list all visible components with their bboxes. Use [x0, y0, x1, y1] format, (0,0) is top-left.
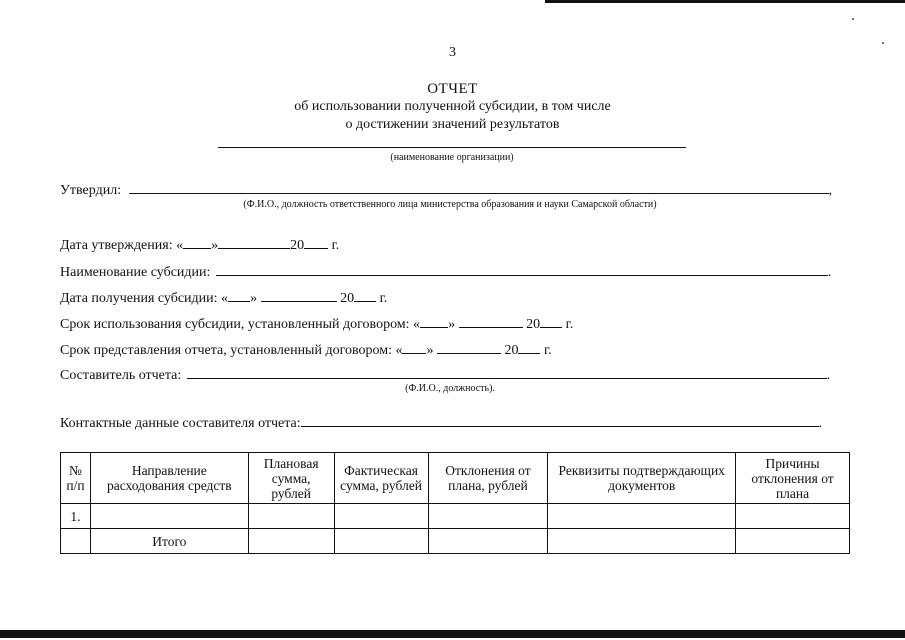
compiler-caption: (Ф.И.О., должность).: [405, 383, 495, 394]
receipt-date-year-suffix: г.: [379, 291, 388, 306]
table-cell[interactable]: [548, 529, 736, 554]
report-term-year-field[interactable]: [518, 341, 540, 354]
table-cell[interactable]: [736, 529, 850, 554]
approval-date-label: Дата утверждения: «: [60, 238, 184, 253]
contacts-field[interactable]: [301, 414, 819, 427]
receipt-date-year-prefix: 20: [340, 291, 355, 306]
table-cell[interactable]: [334, 529, 428, 554]
receipt-date-label: Дата получения субсидии: «: [60, 291, 229, 306]
contacts-row: [60, 414, 822, 432]
scan-bottom-edge: [0, 630, 905, 638]
approved-by-caption: (Ф.И.О., должность ответственного лица министерства образования и науки Самарской области): [243, 199, 657, 210]
page-number: 3: [449, 45, 456, 60]
approved-by-label: Утвердил:: [60, 183, 122, 198]
table-total-row: [61, 529, 850, 554]
usage-term-year-field[interactable]: [540, 315, 562, 328]
approval-date-year-suffix: г.: [331, 238, 340, 253]
col-header-planned: Плановая сумма, рублей: [248, 453, 334, 504]
table-cell[interactable]: [90, 504, 248, 529]
receipt-date-quote: »: [250, 291, 258, 306]
usage-term-day-field[interactable]: [420, 315, 448, 328]
organization-caption: (наименование организации): [390, 152, 514, 163]
col-header-number: № п/п: [61, 453, 91, 504]
subsidy-name-trailer: .: [827, 265, 832, 280]
usage-term-label: Срок использования субсидии, установленный договором: «: [60, 317, 421, 332]
compiler-label: Составитель отчета:: [60, 368, 182, 383]
col-header-actual: Фактическая сумма, рублей: [334, 453, 428, 504]
table-cell[interactable]: [248, 504, 334, 529]
usage-term-quote: »: [448, 317, 456, 332]
table-cell[interactable]: [548, 504, 736, 529]
approval-date-year-prefix: 20: [290, 238, 305, 253]
approval-date-month-field[interactable]: [218, 236, 290, 249]
table-header-row: [61, 453, 850, 504]
table-cell-number: 1.: [61, 504, 91, 529]
organization-name-field[interactable]: [218, 147, 686, 148]
report-term-row: [60, 341, 552, 359]
report-term-year-prefix: 20: [504, 343, 519, 358]
subsidy-name-label: Наименование субсидии:: [60, 265, 211, 280]
approval-date-row: [60, 236, 339, 254]
report-term-day-field[interactable]: [402, 341, 426, 354]
scan-speck: [882, 42, 884, 44]
report-title: ОТЧЕТ: [427, 81, 478, 97]
report-term-quote: »: [426, 343, 434, 358]
table-row: [61, 504, 850, 529]
approved-by-row: [60, 181, 832, 199]
scan-speck: [852, 18, 854, 20]
report-term-month-field[interactable]: [437, 341, 501, 354]
compiler-trailer: .: [826, 368, 831, 383]
col-header-direction: Направление расходования средств: [90, 453, 248, 504]
approval-date-day-field[interactable]: [183, 236, 211, 249]
table-cell[interactable]: [334, 504, 428, 529]
usage-term-year-prefix: 20: [526, 317, 541, 332]
table-cell[interactable]: [428, 529, 548, 554]
approved-by-field[interactable]: [129, 181, 829, 194]
usage-term-month-field[interactable]: [459, 315, 523, 328]
table-cell[interactable]: [248, 529, 334, 554]
contacts-trailer: .: [818, 416, 823, 431]
col-header-deviation: Отклонения от плана, рублей: [428, 453, 548, 504]
approval-date-year-field[interactable]: [304, 236, 328, 249]
subsidy-name-field[interactable]: [216, 263, 828, 276]
col-header-documents: Реквизиты подтверждающих документов: [548, 453, 736, 504]
report-term-year-suffix: г.: [543, 343, 552, 358]
usage-term-row: [60, 315, 573, 333]
expenditure-table: [60, 452, 850, 554]
report-subtitle-line1: об использовании полученной субсидии, в том числе: [294, 99, 611, 114]
report-subtitle-line2: о достижении значений результатов: [345, 117, 560, 132]
table-cell[interactable]: [736, 504, 850, 529]
receipt-date-row: [60, 289, 387, 307]
scan-top-edge: [545, 0, 905, 3]
receipt-date-month-field[interactable]: [261, 289, 337, 302]
table-cell[interactable]: [428, 504, 548, 529]
table-cell: [61, 529, 91, 554]
receipt-date-day-field[interactable]: [228, 289, 250, 302]
table-cell-total-label: Итого: [90, 529, 248, 554]
report-term-label: Срок представления отчета, установленный договором: «: [60, 343, 403, 358]
compiler-field[interactable]: [187, 366, 827, 379]
contacts-label: Контактные данные составителя отчета:: [60, 416, 301, 431]
subsidy-name-row: [60, 263, 831, 281]
compiler-row: [60, 366, 830, 384]
receipt-date-year-field[interactable]: [354, 289, 376, 302]
usage-term-year-suffix: г.: [565, 317, 574, 332]
col-header-reasons: Причины отклонения от плана: [736, 453, 850, 504]
approval-date-quote: »: [211, 238, 219, 253]
approved-by-trailer: ,: [828, 183, 833, 198]
